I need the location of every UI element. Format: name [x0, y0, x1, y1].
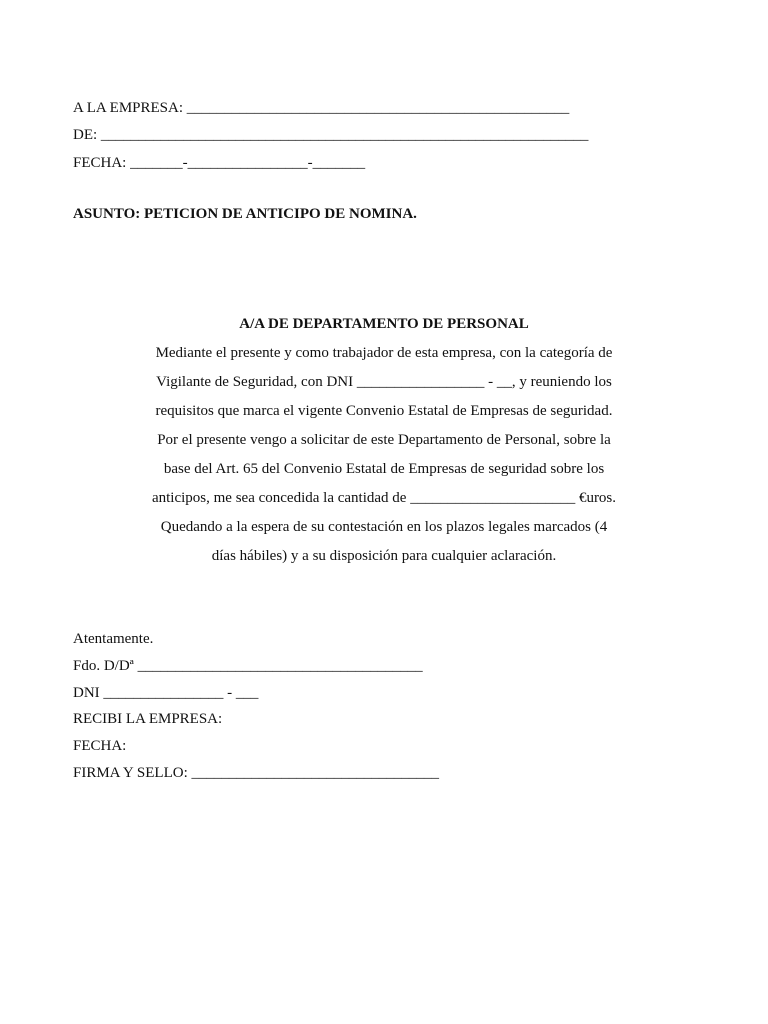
- body-line-8: días hábiles) y a su disposición para cualquier aclaración.: [211, 548, 557, 564]
- body-line-2: Vigilante de Seguridad, con DNI _________________ - __, y reuniendo los: [156, 374, 612, 390]
- signature-stamp-field: FIRMA Y SELLO: _________________________________: [73, 765, 439, 781]
- sender-field: DE: _________________________________________________________________: [73, 127, 589, 143]
- closing-atentamente: Atentamente.: [73, 631, 154, 647]
- body-line-4: Por el presente vengo a solicitar de este Departamento de Personal, sobre la: [157, 432, 611, 448]
- date-field: FECHA: _______-________________-_______: [73, 155, 366, 171]
- subject-line: ASUNTO: PETICION DE ANTICIPO DE NOMINA.: [73, 206, 417, 222]
- body-line-3: requisitos que marca el vigente Convenio Estatal de Empresas de seguridad.: [155, 403, 613, 419]
- company-received-label: RECIBI LA EMPRESA:: [73, 711, 223, 727]
- signature-dni-field: DNI ________________ - ___: [73, 685, 259, 701]
- body-line-7: Quedando a la espera de su contestación en los plazos legales marcados (4: [160, 519, 608, 535]
- body-line-6: anticipos, me sea concedida la cantidad de ______________________ €uros.: [151, 490, 617, 506]
- signature-name-field: Fdo. D/Dª ______________________________________: [73, 658, 423, 674]
- body-line-5: base del Art. 65 del Convenio Estatal de Empresas de seguridad sobre los: [163, 461, 605, 477]
- attention-heading: A/A DE DEPARTAMENTO DE PERSONAL: [239, 316, 529, 332]
- body-line-1: Mediante el presente y como trabajador de esta empresa, con la categoría de: [155, 345, 613, 361]
- recipient-company-field: A LA EMPRESA: ___________________________________________________: [73, 100, 570, 116]
- received-date-label: FECHA:: [73, 738, 127, 754]
